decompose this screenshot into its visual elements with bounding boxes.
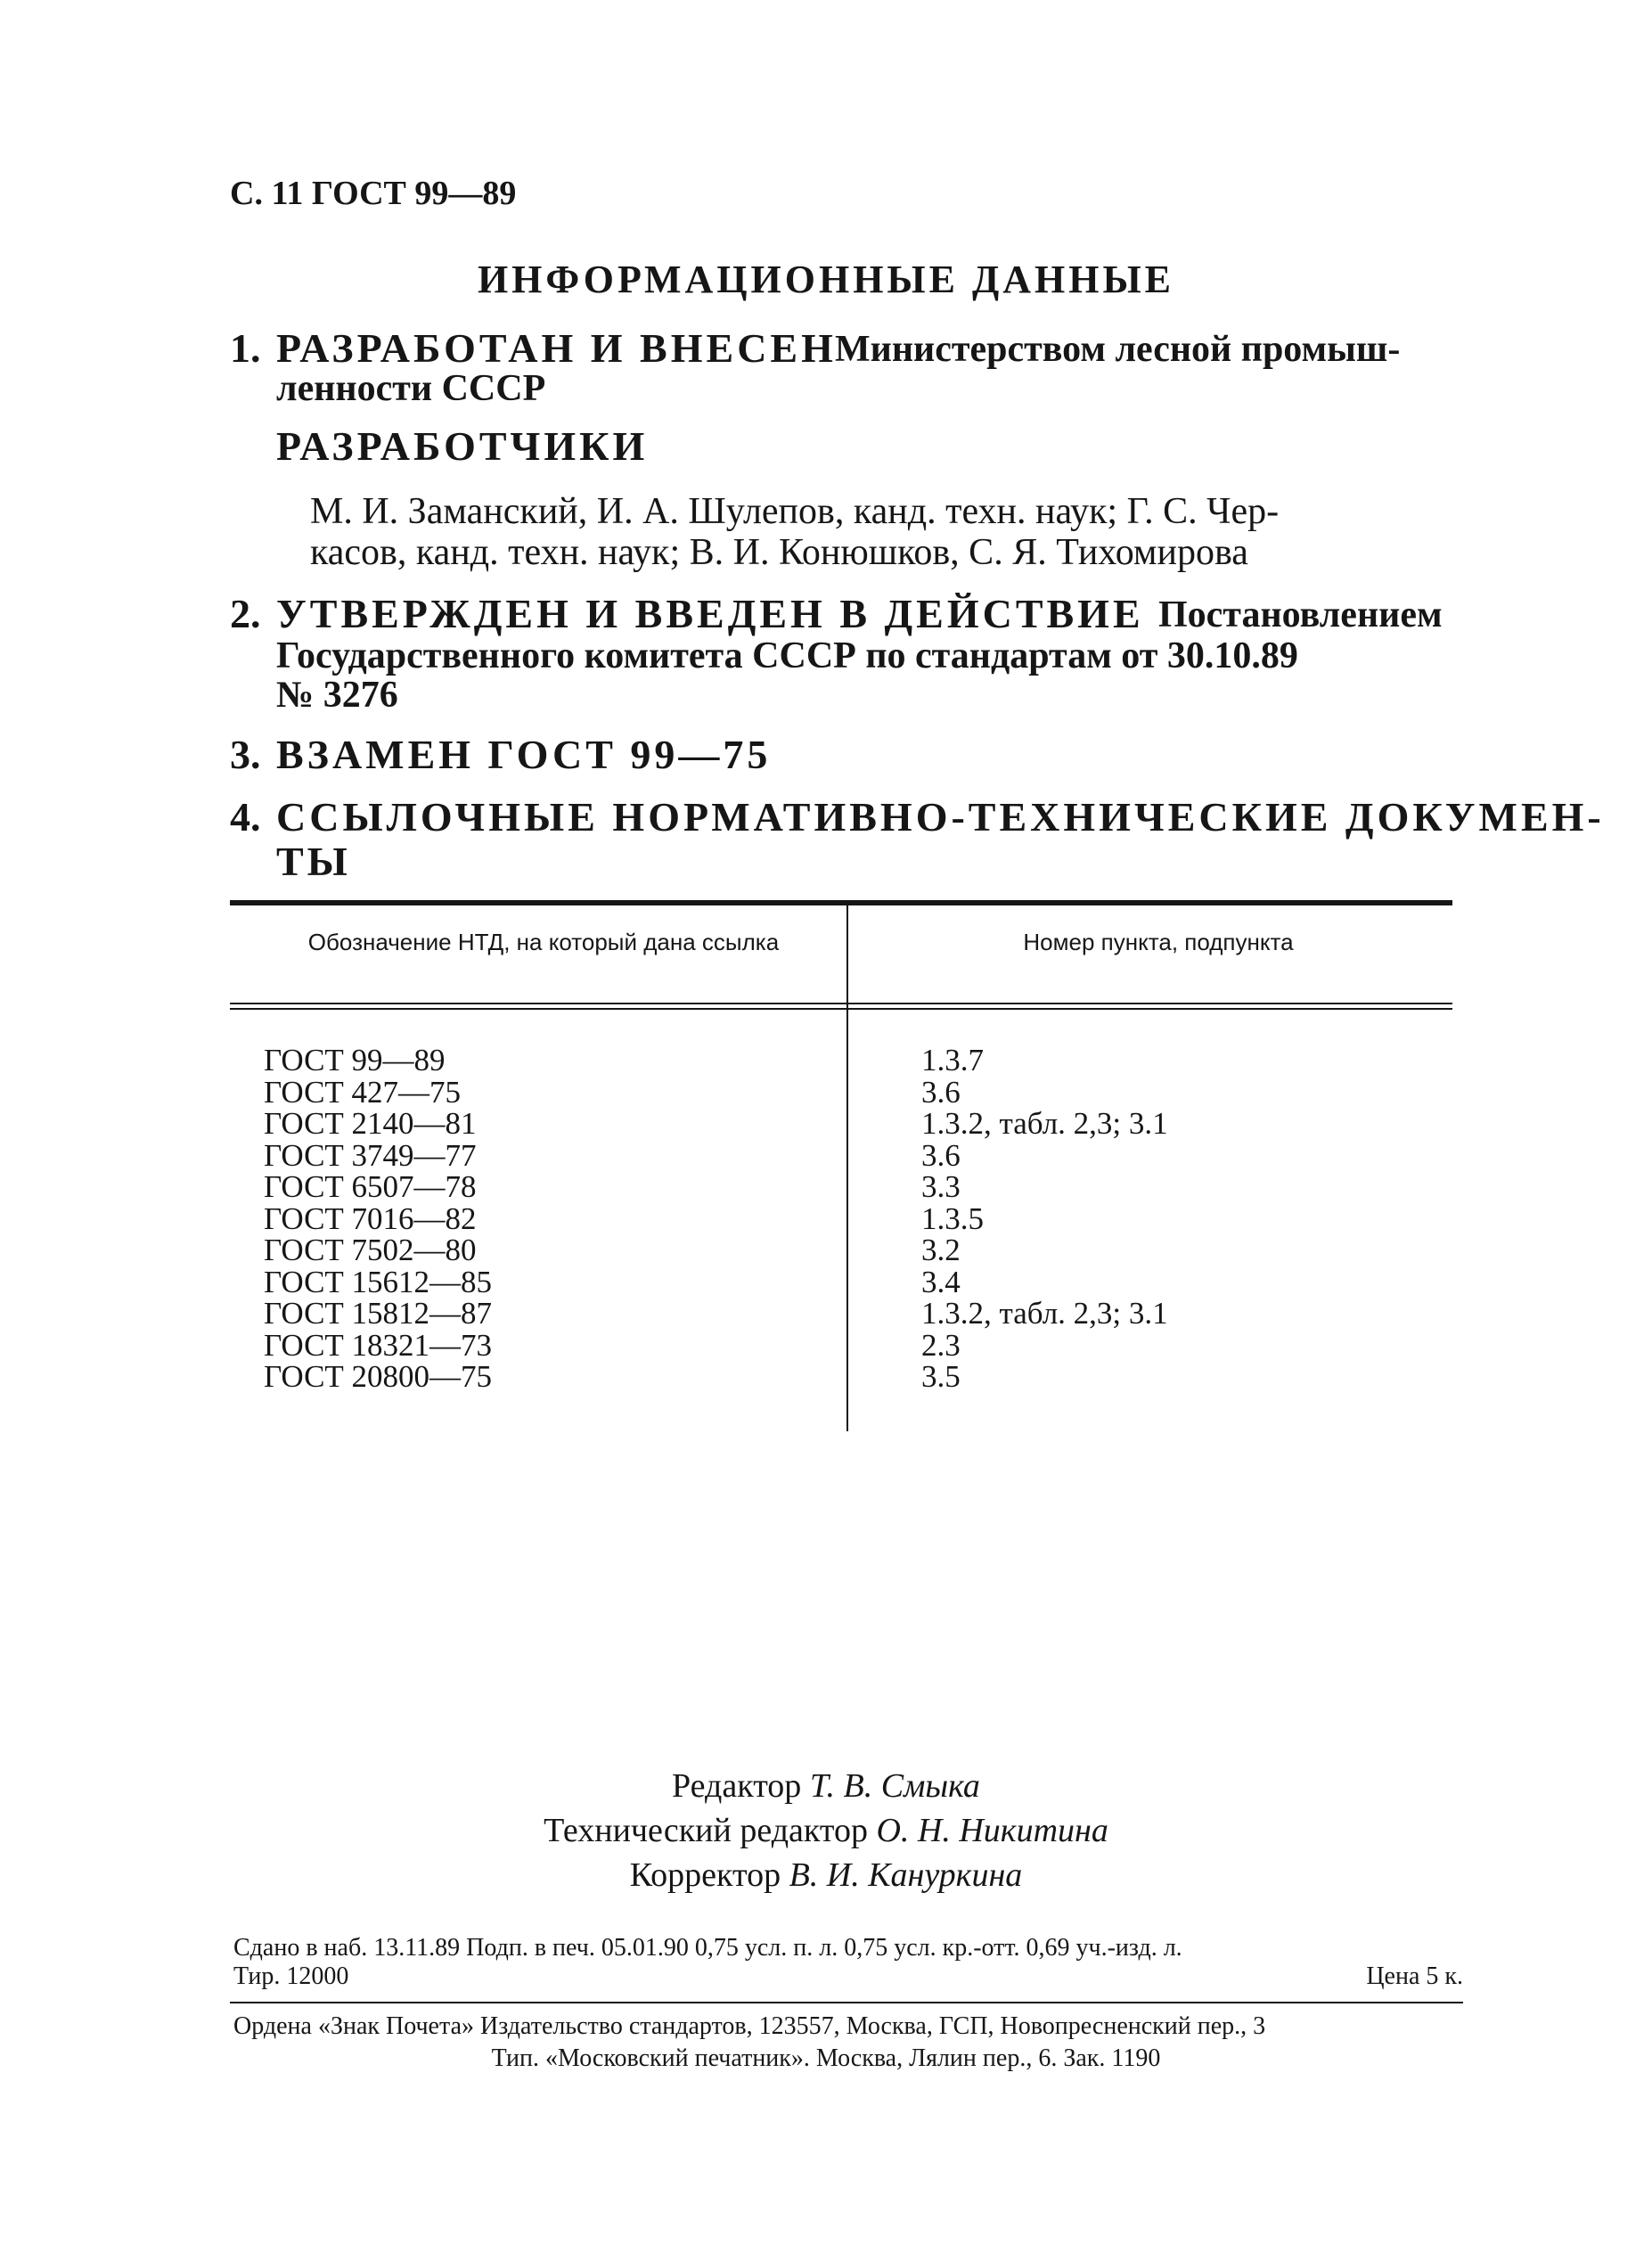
item-heading: ТЫ — [276, 839, 351, 884]
corrector-credit — [0, 1856, 1652, 1895]
imprint-publisher: Ордена «Знак Почета» Издательство стандартов, 123557, Москва, ГСП, Новопресненский пер., 3 — [233, 2012, 1266, 2040]
item-heading: ССЫЛОЧНЫЕ НОРМАТИВНО-ТЕХНИЧЕСКИЕ ДОКУМЕН- — [276, 794, 1605, 840]
item-number: 1. — [230, 325, 261, 371]
corrector-name: В. И. Кануркина — [789, 1856, 1023, 1894]
table-cell-designation: ГОСТ 2140—81 — [264, 1106, 477, 1141]
developers-list: касов, канд. техн. наук; В. И. Конюшков, С. Я. Тихомирова — [310, 532, 1248, 573]
table-cell-clause: 1.3.5 — [921, 1200, 984, 1236]
item-heading: УТВЕРЖДЕН И ВВЕДЕН В ДЕЙСТВИЕ — [276, 591, 1144, 636]
table-cell-clause: 2.3 — [921, 1327, 961, 1363]
item-text: № 3276 — [276, 675, 398, 716]
table-cell-clause: 3.3 — [921, 1169, 961, 1204]
tech-editor-role: Технический редактор — [544, 1812, 868, 1849]
imprint-price: Цена 5 к. — [1366, 1962, 1463, 1990]
developers-list: М. И. Заманский, И. А. Шулепов, канд. техн. наук; Г. С. Чер- — [310, 491, 1280, 532]
table-cell-clause: 1.3.7 — [921, 1043, 984, 1077]
table-cell-designation: ГОСТ 99—89 — [264, 1043, 446, 1077]
item-number: 4. — [230, 794, 261, 840]
table-cell-clause: 1.3.2, табл. 2,3; 3.1 — [921, 1296, 1168, 1331]
table-top-rule — [230, 900, 1452, 905]
page-title: ИНФОРМАЦИОННЫЕ ДАННЫЕ — [477, 258, 1175, 301]
imprint-print-dates: Сдано в наб. 13.11.89 Подп. в печ. 05.01.90 0,75 усл. п. л. 0,75 усл. кр.-отт. 0,69 уч.-изд. л. — [233, 1934, 1182, 1962]
item-number: 2. — [230, 591, 261, 636]
table-cell-designation: ГОСТ 15812—87 — [264, 1296, 493, 1331]
corrector-role: Корректор — [629, 1856, 781, 1894]
table-cell-clause: 1.3.2, табл. 2,3; 3.1 — [921, 1106, 1168, 1141]
table-cell-designation: ГОСТ 427—75 — [264, 1074, 462, 1110]
imprint-rule — [230, 2002, 1463, 2003]
tech-editor-credit — [0, 1811, 1652, 1850]
table-header-rule — [230, 1008, 1452, 1010]
item-heading: ВЗАМЕН ГОСТ 99—75 — [276, 732, 772, 777]
table-cell-designation: ГОСТ 3749—77 — [264, 1137, 477, 1173]
item-text: ленности СССР — [276, 368, 546, 409]
table-header-designation: Обозначение НТД, на который дана ссылка — [307, 929, 780, 955]
table-cell-designation: ГОСТ 15612—85 — [264, 1264, 493, 1299]
table-header-rule — [230, 1003, 1452, 1004]
page-header: С. 11 ГОСТ 99—89 — [230, 175, 517, 212]
table-cell-designation: ГОСТ 18321—73 — [264, 1327, 493, 1363]
table-header-clause: Номер пункта, подпункта — [1023, 929, 1294, 955]
item-text: Постановлением — [1158, 594, 1443, 635]
imprint-circulation: Тир. 12000 — [233, 1962, 349, 1990]
editor-role: Редактор — [672, 1767, 802, 1805]
table-cell-designation: ГОСТ 7016—82 — [264, 1200, 477, 1236]
item-heading: РАЗРАБОТАН И ВНЕСЕН — [276, 325, 837, 371]
table-cell-clause: 3.5 — [921, 1359, 961, 1394]
item-number: 3. — [230, 732, 261, 777]
imprint-printer: Тип. «Московский печатник». Москва, Лялин пер., 6. Зак. 1190 — [491, 2044, 1161, 2072]
developers-heading: РАЗРАБОТЧИКИ — [276, 423, 649, 469]
table-cell-clause: 3.4 — [921, 1264, 961, 1299]
table-cell-clause: 3.6 — [921, 1137, 961, 1173]
editor-credit — [0, 1766, 1652, 1806]
table-column-divider — [846, 905, 848, 1431]
table-cell-designation: ГОСТ 20800—75 — [264, 1359, 493, 1394]
tech-editor-name: О. Н. Никитина — [876, 1812, 1108, 1849]
editor-name: Т. В. Смыка — [809, 1767, 980, 1805]
table-cell-designation: ГОСТ 6507—78 — [264, 1169, 477, 1204]
item-text: Государственного комитета СССР по стандартам от 30.10.89 — [276, 635, 1298, 676]
table-cell-clause: 3.2 — [921, 1233, 961, 1267]
item-text: Министерством лесной промыш- — [835, 329, 1401, 370]
table-cell-clause: 3.6 — [921, 1074, 961, 1110]
table-cell-designation: ГОСТ 7502—80 — [264, 1233, 477, 1267]
